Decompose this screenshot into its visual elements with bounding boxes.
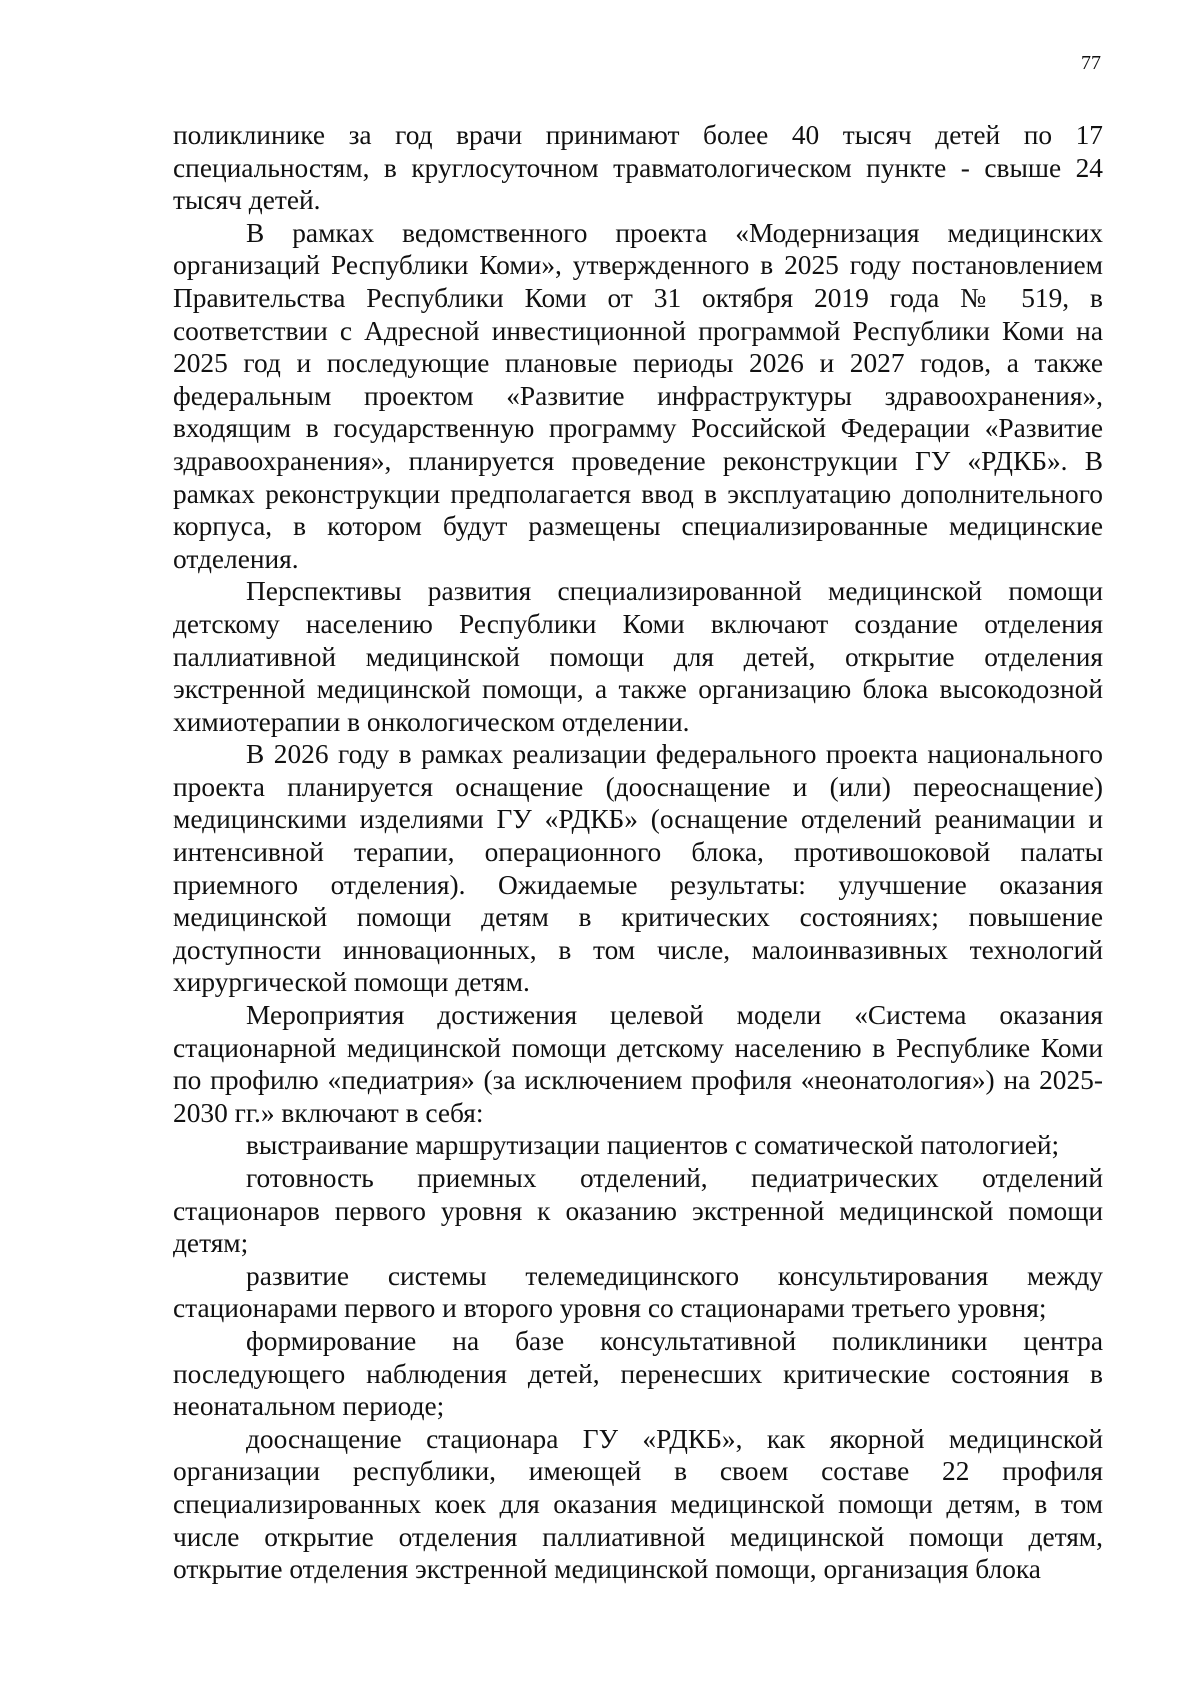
list-item-follow-up-center: формирование на базе консультативной поликлиники центра последующего наблюдения детей, перенесших критические состояния в неонатальном периоде;	[173, 1325, 1103, 1422]
paragraph-continuation: поликлинике за год врачи принимают более 40 тысяч детей по 17 специальностям, в круглосуточном травматологическом пункте - свыше 24 тысяч детей.	[173, 120, 1103, 216]
paragraph-reconstruction-project: В рамках ведомственного проекта «Модернизация медицинских организаций Республики Коми», утвержденного в 2025 году постановлением Правительства Республики Коми от 31 октября 2019 года № 519, в соответствии с Адресной инвестиционной программой Республики Коми на 2025 год и последующие плановые периоды 2026 и 2027 годов, а также федеральным проектом «Развитие инфраструктуры здравоохранения», входящим в государственную программу Российской Федерации «Развитие здравоохранения», планируется проведение реконструкции ГУ «РДКБ». В рамках реконструкции предполагается ввод в эксплуатацию дополнительного корпуса, в котором будут размещены специализированные медицинские отделения.	[173, 217, 1103, 574]
paragraph-development-prospects: Перспективы развития специализированной медицинской помощи детскому населению Республики Коми включают создание отделения паллиативной медицинской помощи для детей, открытие отделения экстренной медицинской помощи, а также организацию блока высокодозной химиотерапии в онкологическом отделении.	[173, 576, 1103, 737]
document-body	[173, 119, 1103, 1586]
paragraph-target-model-measures: Мероприятия достижения целевой модели «Система оказания стационарной медицинской помощи детскому населению в Республике Коми по профилю «педиатрия» (за исключением профиля «неонатология») на 2025-2030 гг.» включают в себя:	[173, 1000, 1103, 1128]
list-item-routing: выстраивание маршрутизации пациентов с соматической патологией;	[246, 1130, 1060, 1161]
list-item-hospital-equipment: дооснащение стационара ГУ «РДКБ», как якорной медицинской организации республики, имеющей в своем составе 22 профиля специализированных коек для оказания медицинской помощи детям, в том числе открытие отделения паллиативной медицинской помощи детям, открытие отделения экстренной медицинской помощи, организация блока	[173, 1423, 1103, 1585]
paragraph-equipment-2026: В 2026 году в рамках реализации федерального проекта национального проекта планируется оснащение (дооснащение и (или) переоснащение) медицинскими изделиями ГУ «РДКБ» (оснащение отделений реанимации и интенсивной терапии, операционного блока, противошоковой палаты приемного отделения). Ожидаемые результаты: улучшение оказания медицинской помощи детям в критических состояниях; повышение доступности инновационных, в том числе, малоинвазивных технологий хирургической помощи детям.	[173, 739, 1103, 998]
list-item-telemedicine: развитие системы телемедицинского консультирования между стационарами первого и второго уровня со стационарами третьего уровня;	[173, 1260, 1103, 1324]
list-item-admission-readiness: готовность приемных отделений, педиатрических отделений стационаров первого уровня к оказанию экстренной медицинской помощи детям;	[173, 1163, 1103, 1259]
page-number: 77	[1081, 52, 1101, 74]
